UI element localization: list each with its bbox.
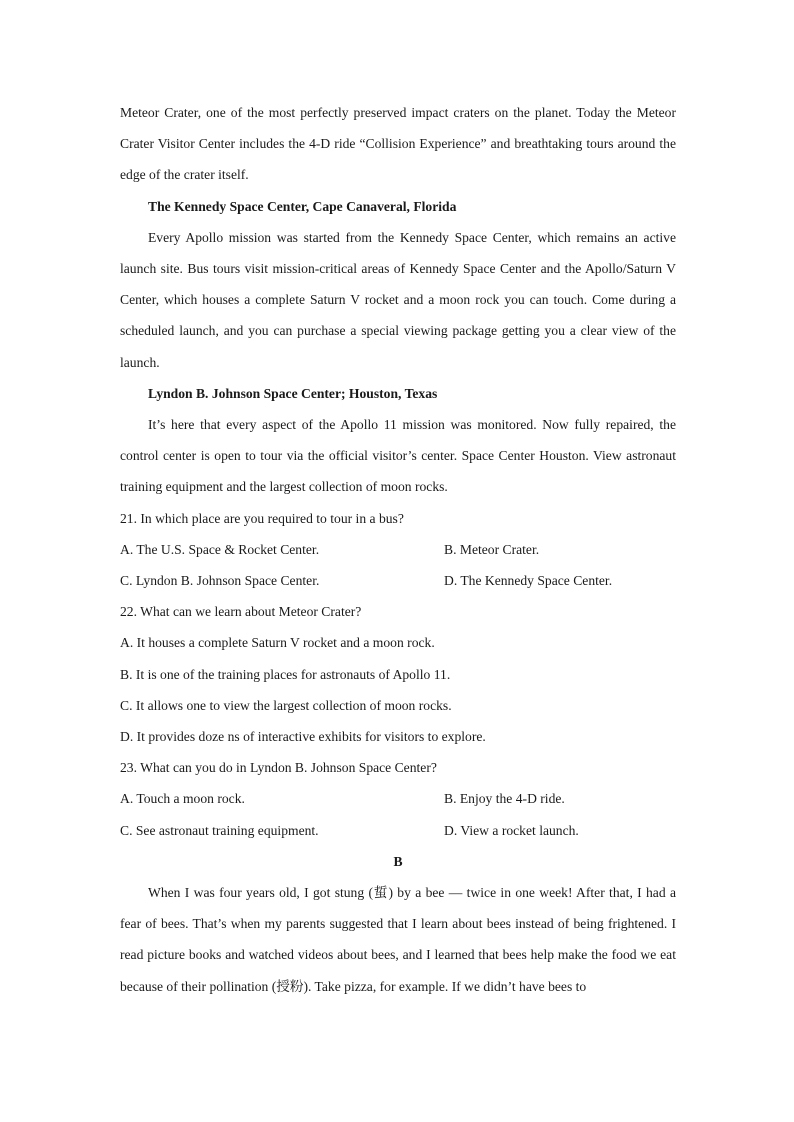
option-a: A. Touch a moon rock.	[120, 791, 245, 807]
option-b: B. Meteor Crater.	[444, 541, 540, 557]
option-c: C. See astronaut training equipment.	[120, 822, 319, 838]
option-a: A. The U.S. Space & Rocket Center.	[120, 541, 320, 557]
kennedy-heading: The Kennedy Space Center, Cape Canaveral, Florida	[148, 198, 457, 214]
option-row	[120, 534, 676, 565]
option-d: D. View a rocket launch.	[444, 822, 579, 838]
question-stem: 22. What can we learn about Meteor Crater?	[120, 604, 362, 620]
question-22	[120, 596, 676, 752]
option-a: A. It houses a complete Saturn V rocket and a moon rock.	[120, 635, 435, 651]
option-row	[120, 565, 676, 596]
meteor-crater-paragraph: Meteor Crater, one of the most perfectly preserved impact craters on the planet. Today the Meteor Crater Visitor Center includes the 4-D ride “Collision Experience” and breathtaking tours around the edge of the crater itself.	[120, 105, 676, 183]
option-c: C. It allows one to view the largest collection of moon rocks.	[120, 697, 452, 713]
option-b: B. It is one of the training places for astronauts of Apollo 11.	[120, 666, 451, 682]
section-b-paragraph: When I was four years old, I got stung (蜇) by a bee — twice in one week! After that, I had a fear of bees. That’s when my parents suggested that I learn about bees instead of being frightened. I read picture books and watched videos about bees, and I learned that bees help make the food we eat because of their pollination (授粉). Take pizza, for example. If we didn’t have bees to	[120, 885, 676, 994]
exam-page	[120, 97, 676, 1002]
option-d: D. The Kennedy Space Center.	[444, 573, 613, 589]
option-b: B. Enjoy the 4-D ride.	[444, 791, 565, 807]
section-b-letter: B	[393, 853, 403, 869]
johnson-heading: Lyndon B. Johnson Space Center; Houston, Texas	[148, 385, 438, 401]
kennedy-paragraph: Every Apollo mission was started from the Kennedy Space Center, which remains an active launch site. Bus tours visit mission-critical areas of Kennedy Space Center and the Apollo/Saturn V Center, which houses a complete Saturn V rocket and a moon rock you can touch. Come during a scheduled launch, and you can purchase a special viewing package getting you a clear view of the launch.	[120, 229, 676, 370]
question-stem: 21. In which place are you required to tour in a bus?	[120, 510, 404, 526]
question-stem: 23. What can you do in Lyndon B. Johnson Space Center?	[120, 760, 437, 776]
option-d: D. It provides doze ns of interactive exhibits for visitors to explore.	[120, 729, 486, 745]
question-23	[120, 752, 676, 846]
johnson-paragraph: It’s here that every aspect of the Apollo 11 mission was monitored. Now fully repaired, the control center is open to tour via the official visitor’s center. Space Center Houston. View astronaut training equipment and the largest collection of moon rocks.	[120, 417, 676, 495]
option-row	[120, 783, 676, 814]
option-row	[120, 815, 676, 846]
question-21	[120, 503, 676, 597]
option-c: C. Lyndon B. Johnson Space Center.	[120, 573, 320, 589]
